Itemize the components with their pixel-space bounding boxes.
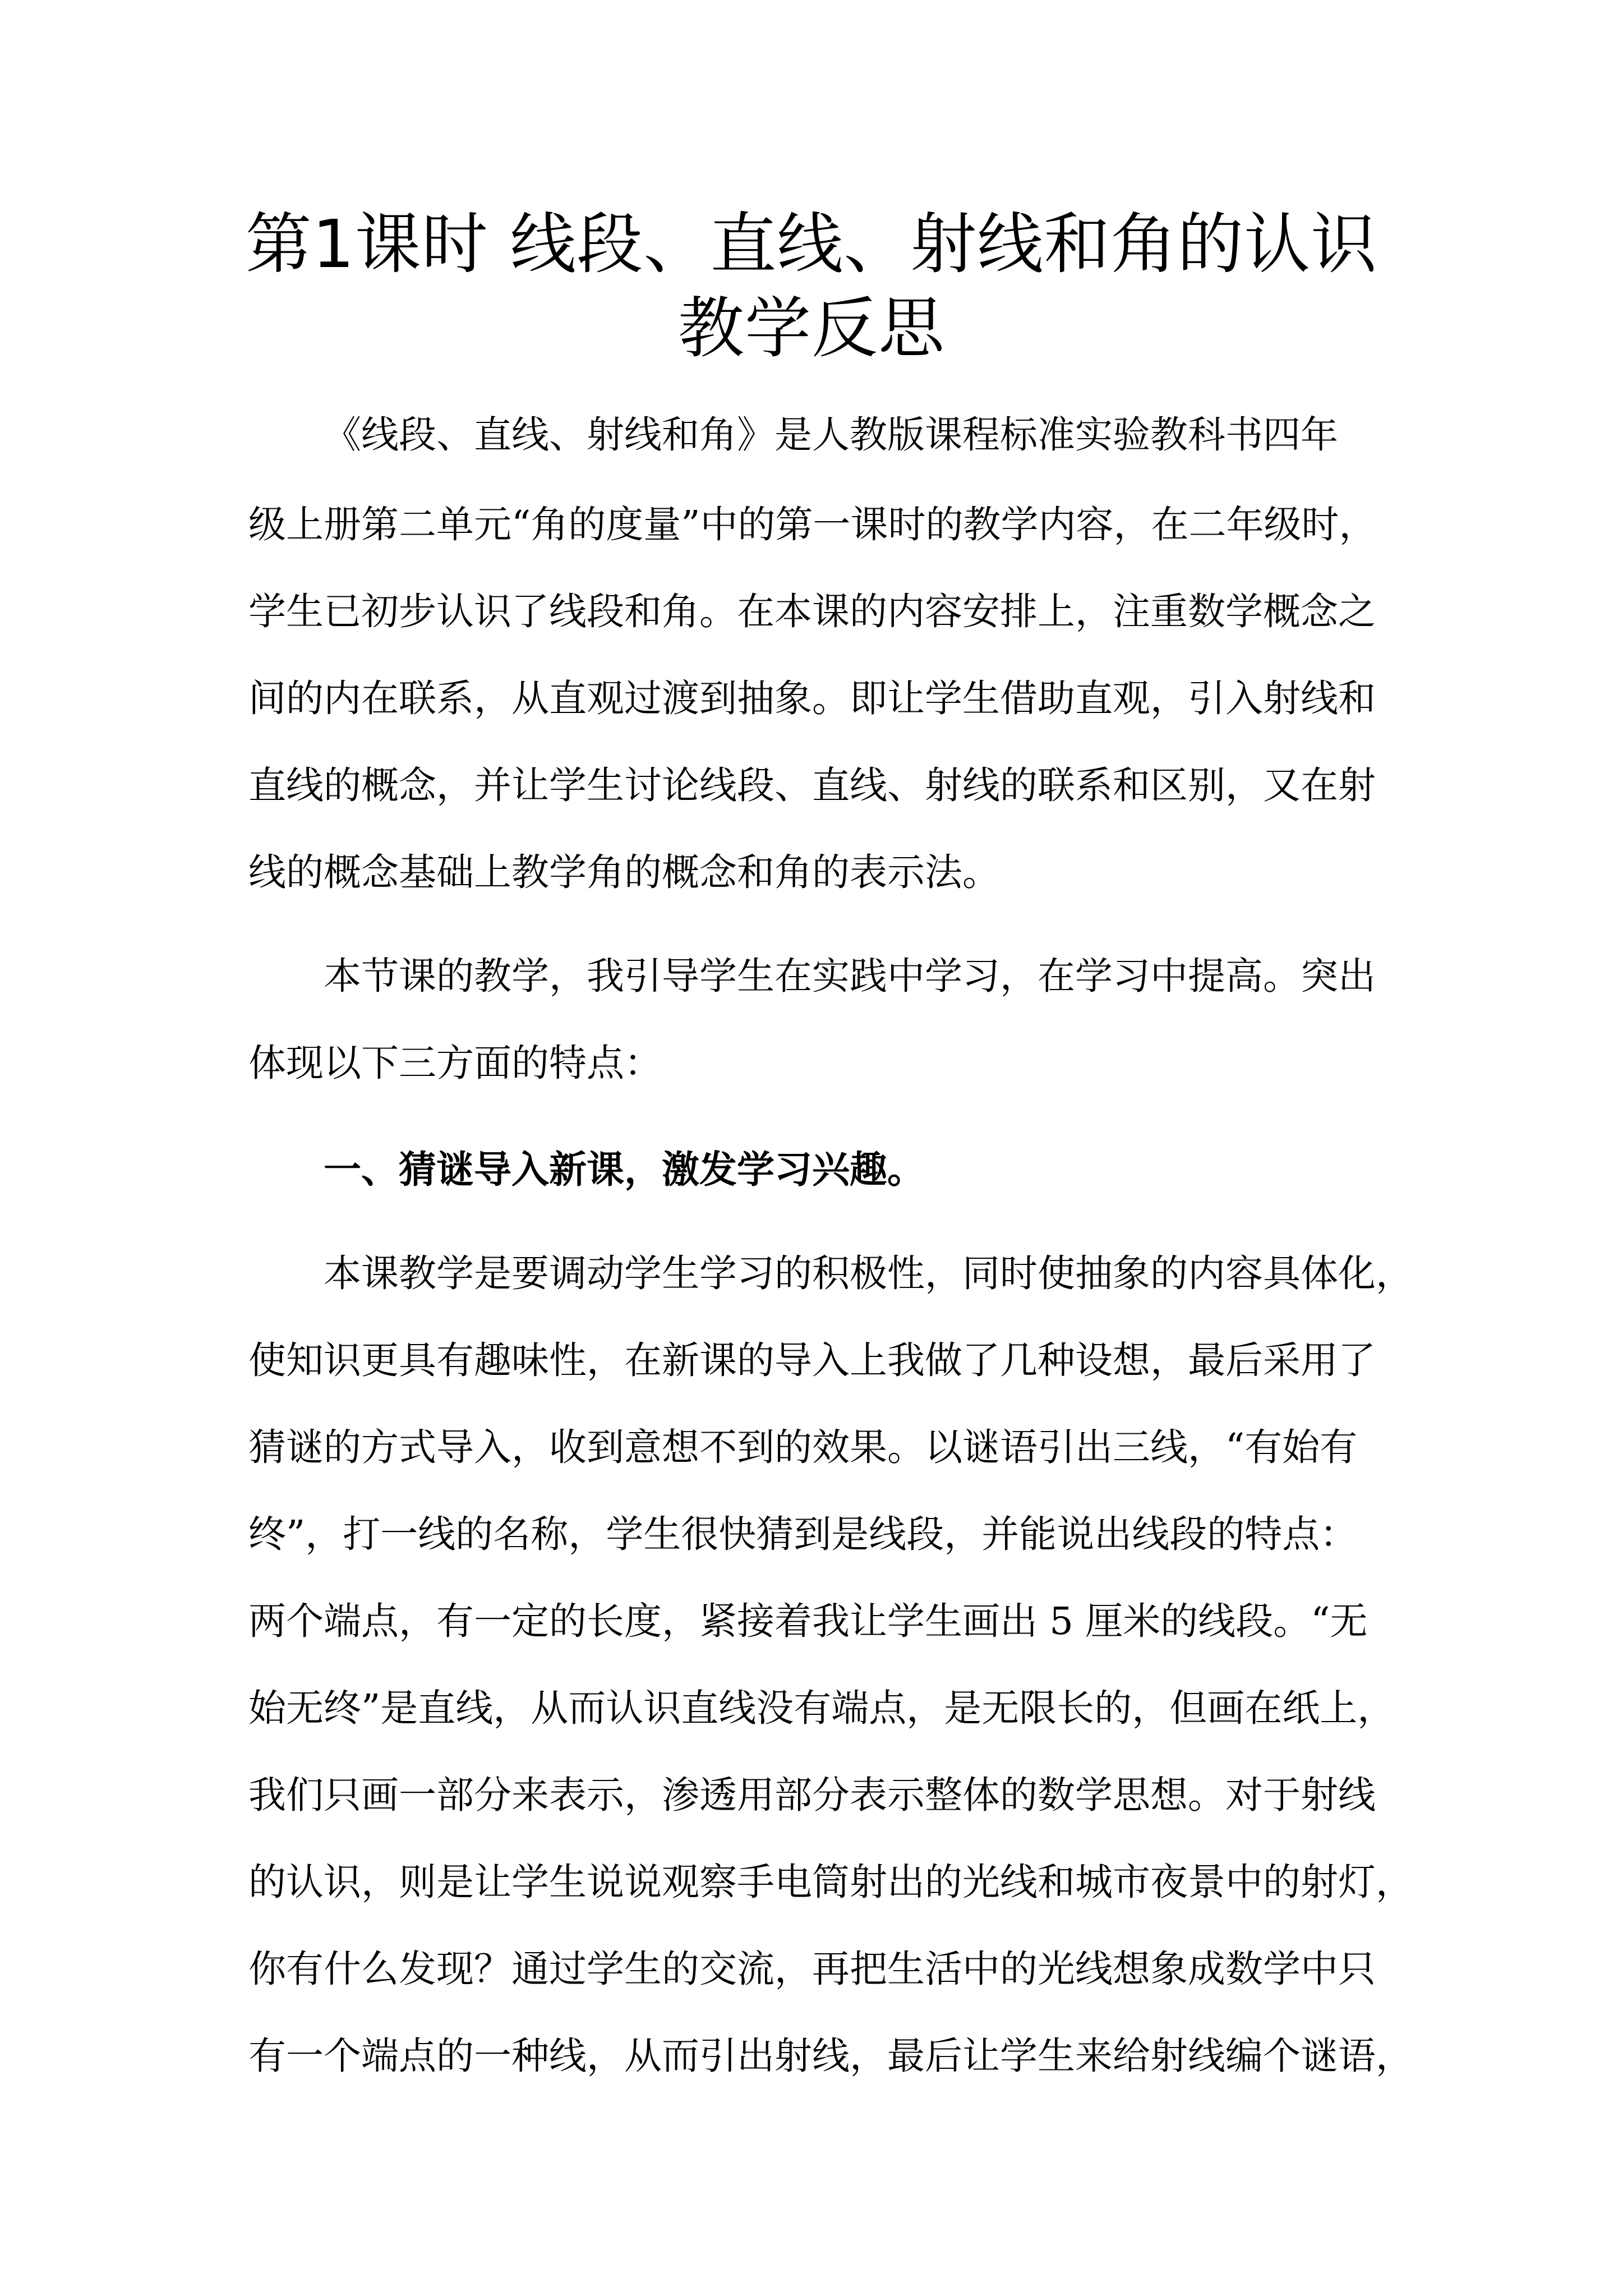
paragraph-3-line-1: 本课教学是要调动学生学习的积极性，同时使抽象的内容具体化， — [324, 1251, 1413, 1295]
paragraph-3-line-5: 两个端点，有一定的长度，紧接着我让学生画出 5 厘米的线段。“无 — [248, 1599, 1368, 1643]
paragraph-1-line-2: 级上册第二单元“角的度量”中的第一课时的教学内容，在二年级时， — [248, 503, 1377, 546]
page-title-line-1: 第1课时 线段、直线、射线和角的认识 — [245, 205, 1378, 283]
paragraph-2-line-2: 体现以下三方面的特点： — [248, 1041, 662, 1085]
section-heading-1: 一、猜谜导入新课，激发学习兴趣。 — [324, 1148, 925, 1191]
paragraph-3-line-4: 终”，打一线的名称，学生很快猜到是线段，并能说出线段的特点： — [248, 1512, 1358, 1556]
paragraph-1-line-1: 《线段、直线、射线和角》是人教版课程标准实验教科书四年 — [324, 413, 1338, 457]
paragraph-3-line-10: 有一个端点的一种线，从而引出射线，最后让学生来给射线编个谜语， — [248, 2034, 1413, 2078]
paragraph-1-line-3: 学生已初步认识了线段和角。在本课的内容安排上，注重数学概念之 — [248, 590, 1376, 633]
paragraph-3-line-6: 始无终”是直线，从而认识直线没有端点，是无限长的，但画在纸上， — [248, 1686, 1395, 1730]
paragraph-3-line-7: 我们只画一部分来表示，渗透用部分表示整体的数学思想。对于射线 — [248, 1773, 1376, 1817]
paragraph-1-line-5: 直线的概念，并让学生讨论线段、直线、射线的联系和区别，又在射 — [248, 763, 1376, 807]
paragraph-3-line-3: 猜谜的方式导入，收到意想不到的效果。以谜语引出三线，“有始有 — [248, 1425, 1358, 1469]
paragraph-3-line-8: 的认识，则是让学生说说观察手电筒射出的光线和城市夜景中的射灯， — [248, 1860, 1413, 1904]
paragraph-3-line-9: 你有什么发现？通过学生的交流，再把生活中的光线想象成数学中只 — [248, 1947, 1376, 1991]
paragraph-1-line-6: 线的概念基础上教学角的概念和角的表示法。 — [248, 850, 1000, 894]
paragraph-3-line-2: 使知识更具有趣味性，在新课的导入上我做了几种设想，最后采用了 — [248, 1338, 1376, 1382]
page-title-line-2: 教学反思 — [677, 289, 945, 367]
paragraph-1-line-4: 间的内在联系，从直观过渡到抽象。即让学生借助直观，引入射线和 — [248, 677, 1376, 720]
paragraph-2-line-1: 本节课的教学，我引导学生在实践中学习，在学习中提高。突出 — [324, 954, 1376, 998]
